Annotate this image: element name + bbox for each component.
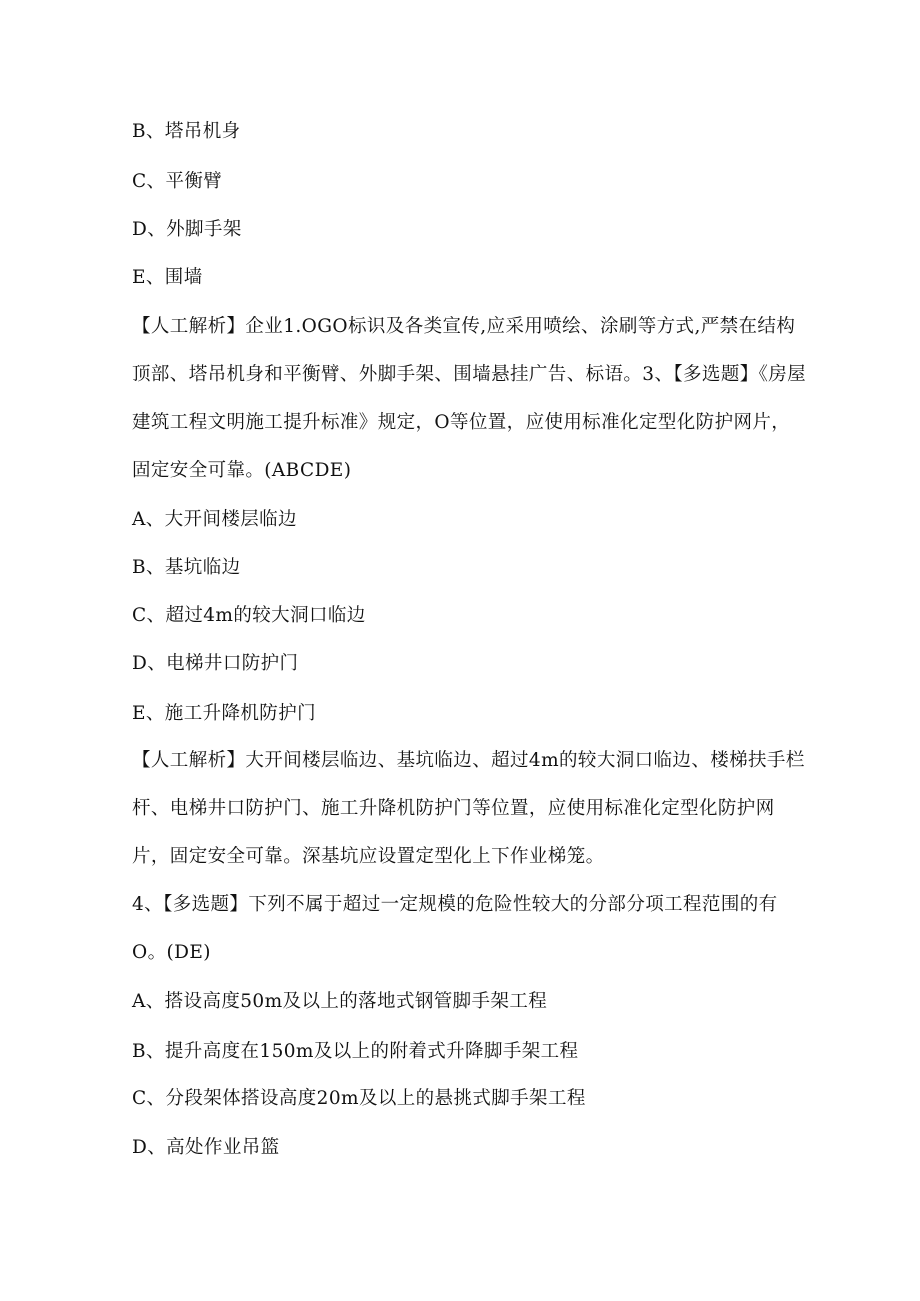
q4-option-d: D、高处作业吊篮 bbox=[132, 1137, 280, 1158]
q3-analysis-paragraph: 【人工解析】大开间楼层临边、基坑临边、超过4m的较大洞口临边、楼梯扶手栏杆、电梯井口防护门、施工升降机防护门等位置，应使用标准化定型化防护网片，固定安全可靠。深基坑应设置定型化上下作业梯笼。 bbox=[132, 750, 805, 867]
q2-option-c: C、平衡臂 bbox=[132, 171, 223, 192]
q3-option-a: A、大开间楼层临边 bbox=[132, 509, 297, 530]
q2-option-b: B、塔吊机身 bbox=[132, 121, 241, 142]
q3-option-c: C、超过4m的较大洞口临边 bbox=[132, 605, 366, 626]
q3-option-d: D、电梯井口防护门 bbox=[132, 653, 299, 674]
q4-question-paragraph: 4、【多选题】下列不属于超过一定规模的危险性较大的分部分项工程范围的有O。(DE) bbox=[132, 894, 778, 963]
q4-option-c: C、分段架体搭设高度20m及以上的悬挑式脚手架工程 bbox=[132, 1088, 586, 1109]
q3-option-b: B、基坑临边 bbox=[132, 557, 241, 578]
q2-option-d: D、外脚手架 bbox=[132, 219, 242, 240]
q2-analysis-paragraph: 【人工解析】企业1.OGO标识及各类宣传,应采用喷绘、涂刷等方式,严禁在结构顶部、塔吊机身和平衡臂、外脚手架、围墙悬挂广告、标语。3、【多选题】《房屋建筑工程文明施工提升标准》规定，O等位置，应使用标准化定型化防护网片，固定安全可靠。(ABCDE) bbox=[132, 316, 807, 481]
q2-option-e: E、围墙 bbox=[132, 267, 203, 288]
q4-option-b: B、提升高度在150m及以上的附着式升降脚手架工程 bbox=[132, 1041, 579, 1062]
q3-option-e: E、施工升降机防护门 bbox=[132, 703, 317, 724]
q4-option-a: A、搭设高度50m及以上的落地式钢管脚手架工程 bbox=[132, 991, 548, 1012]
